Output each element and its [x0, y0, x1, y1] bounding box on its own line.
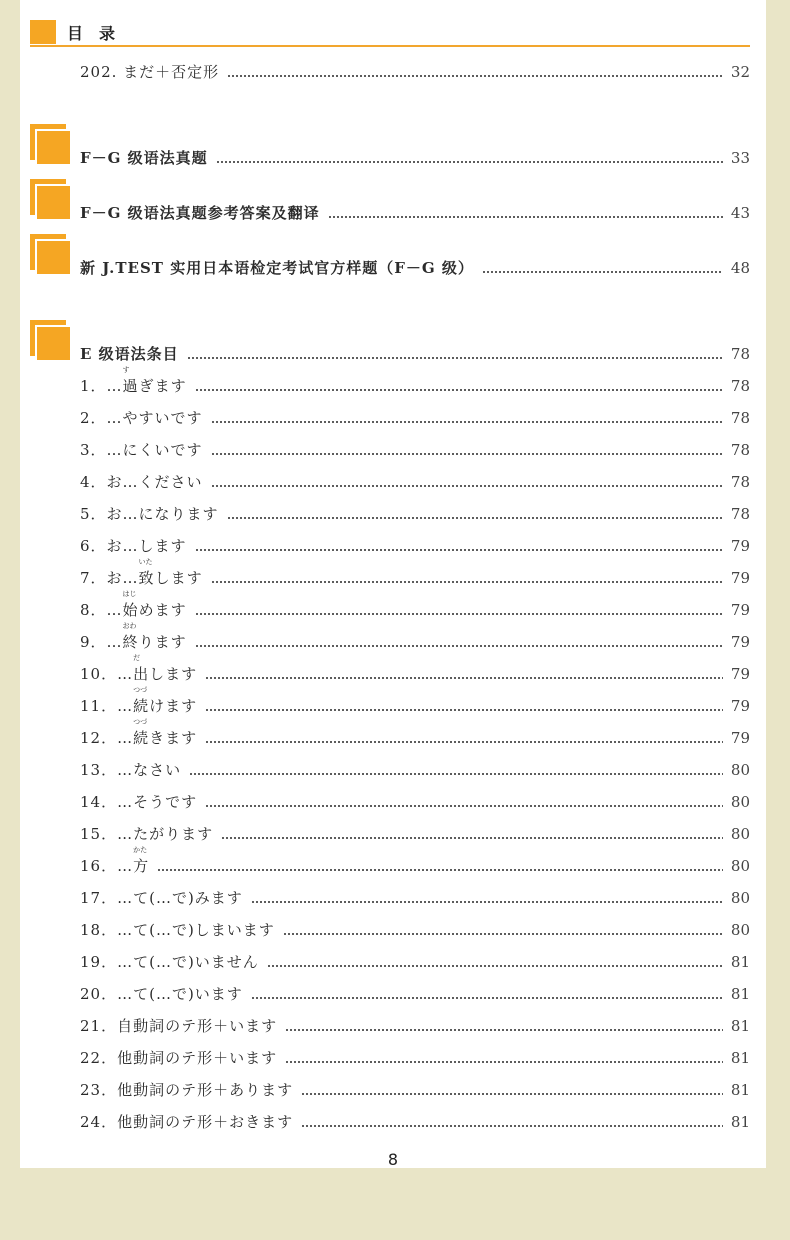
toc-header [30, 18, 750, 47]
section-marker-icon [30, 234, 72, 274]
toc-entry[interactable] [80, 144, 750, 168]
toc-entry-label: F－G 级语法真题 [80, 149, 208, 167]
toc-leader-dots [285, 1061, 723, 1063]
section-marker-icon [30, 124, 72, 164]
toc-entry-label: 12．…続 つづ きます [80, 718, 198, 747]
toc-entry-label: 21．自動詞のテ形＋います [80, 1017, 278, 1035]
furigana-kanji: 始 はじ [122, 590, 139, 619]
toc-entry-label: 10．…出 だ します [80, 654, 198, 683]
furigana-kanji: 終 おわ [122, 622, 139, 651]
toc-entry-page: 81 [730, 1017, 750, 1035]
toc-entry-page: 80 [730, 825, 750, 843]
furigana-kanji: 出 だ [133, 654, 150, 683]
toc-entry[interactable] [80, 1076, 750, 1100]
toc-leader-dots [189, 773, 723, 775]
toc-entry-page: 33 [730, 149, 750, 167]
toc-entry-page: 80 [730, 793, 750, 811]
furigana-reading: す [122, 366, 130, 374]
toc-entry-label: 4．お…ください [80, 473, 203, 491]
toc-leader-dots [205, 709, 723, 711]
toc-entry[interactable] [80, 404, 750, 428]
toc-entry-label: 6．お…します [80, 537, 187, 555]
toc-leader-dots [216, 161, 723, 163]
toc-entry[interactable] [80, 254, 750, 278]
toc-entry[interactable] [80, 622, 750, 652]
document-page [20, 0, 766, 1168]
toc-entry-page: 81 [730, 1049, 750, 1067]
toc-entry[interactable] [80, 948, 750, 972]
toc-leader-dots [195, 389, 723, 391]
furigana-reading: かた [133, 846, 148, 854]
furigana-kanji: 過 す [122, 366, 139, 395]
toc-entry-page: 80 [730, 857, 750, 875]
toc-entry-label: 20．…て(…で)います [80, 985, 243, 1003]
furigana-reading: はじ [122, 590, 137, 598]
toc-entry-label: 5．お…になります [80, 505, 219, 523]
furigana-reading: つづ [133, 718, 148, 726]
toc-title: 目录 [67, 24, 132, 43]
toc-entry-label: 18．…て(…で)しまいます [80, 921, 275, 939]
toc-entry[interactable] [80, 916, 750, 940]
toc-entry-page: 78 [730, 505, 750, 523]
toc-leader-dots [482, 271, 723, 273]
toc-leader-dots [301, 1125, 723, 1127]
toc-leader-dots [251, 997, 723, 999]
toc-entry-page: 79 [730, 601, 750, 619]
furigana-reading: いた [138, 558, 153, 566]
toc-entry-page: 79 [730, 665, 750, 683]
toc-entry-page: 81 [730, 985, 750, 1003]
toc-entry[interactable] [80, 1012, 750, 1036]
toc-entry-label: 11．…続 つづ けます [80, 686, 198, 715]
toc-entry-page: 48 [730, 259, 750, 277]
toc-entry-page: 81 [730, 1081, 750, 1099]
toc-leader-dots [285, 1029, 723, 1031]
toc-leader-dots [211, 453, 723, 455]
toc-entry[interactable] [80, 340, 750, 364]
toc-leader-dots [195, 645, 723, 647]
toc-entry[interactable] [80, 654, 750, 684]
toc-entry-label: 14．…そうです [80, 793, 198, 811]
toc-leader-dots [227, 517, 723, 519]
toc-entry-page: 78 [730, 377, 750, 395]
toc-entry-label: 3．…にくいです [80, 441, 203, 459]
toc-entry-label: 2．…やすいです [80, 409, 203, 427]
toc-entry[interactable] [80, 558, 750, 588]
toc-entry-label: 13．…なさい [80, 761, 182, 779]
toc-entry[interactable] [80, 436, 750, 460]
toc-entry-page: 81 [730, 953, 750, 971]
toc-entry-label: 8．…始 はじ めます [80, 590, 187, 619]
toc-entry-page: 80 [730, 921, 750, 939]
toc-entry-label: 16．…方 かた [80, 846, 150, 875]
toc-leader-dots [267, 965, 723, 967]
toc-leader-dots [211, 485, 723, 487]
toc-entry[interactable] [80, 686, 750, 716]
toc-leader-dots [211, 421, 723, 423]
toc-entry[interactable] [80, 468, 750, 492]
toc-entry-label: 1．…過 す ぎます [80, 366, 187, 395]
toc-entry-page: 79 [730, 537, 750, 555]
toc-entry[interactable] [80, 1108, 750, 1132]
toc-entry-page: 79 [730, 569, 750, 587]
toc-leader-dots [328, 216, 723, 218]
toc-entry-label: 202. まだ＋否定形 [80, 63, 220, 81]
toc-entry-label: 23．他動詞のテ形＋あります [80, 1081, 294, 1099]
toc-leader-dots [187, 357, 723, 359]
toc-entry-page: 81 [730, 1113, 750, 1131]
toc-entry-label: 7．お…致 いた します [80, 558, 203, 587]
toc-entry-page: 80 [730, 761, 750, 779]
furigana-kanji: 致 いた [138, 558, 155, 587]
toc-entry[interactable] [80, 500, 750, 524]
toc-entry-page: 79 [730, 633, 750, 651]
toc-entry[interactable] [80, 199, 750, 223]
toc-entry-label: E 级语法条目 [80, 345, 179, 363]
toc-entry-page: 78 [730, 409, 750, 427]
toc-entry[interactable] [80, 756, 750, 780]
toc-entry-page: 43 [730, 204, 750, 222]
furigana-kanji: 続 つづ [133, 686, 150, 715]
page-number: 8 [387, 1150, 399, 1169]
toc-entry-label: 24．他動詞のテ形＋おきます [80, 1113, 294, 1131]
section-marker-icon [30, 179, 72, 219]
toc-entry-label: 17．…て(…で)みます [80, 889, 243, 907]
toc-leader-dots [205, 677, 723, 679]
toc-entry-page: 32 [730, 63, 750, 81]
toc-entry-label: 19．…て(…で)いません [80, 953, 259, 971]
toc-leader-dots [211, 581, 723, 583]
furigana-reading: おわ [122, 622, 137, 630]
toc-entry[interactable] [80, 980, 750, 1004]
toc-leader-dots [251, 901, 723, 903]
toc-entry-page: 80 [730, 889, 750, 907]
header-square-marker [30, 20, 56, 44]
toc-leader-dots [157, 869, 723, 871]
toc-entry-label: 22．他動詞のテ形＋います [80, 1049, 278, 1067]
toc-leader-dots [195, 549, 723, 551]
toc-entry[interactable] [80, 820, 750, 844]
toc-entry-label: 新 J.TEST 实用日本语检定考试官方样题（F－G 级） [80, 259, 474, 277]
toc-leader-dots [205, 741, 723, 743]
toc-entry[interactable] [80, 58, 750, 82]
toc-leader-dots [301, 1093, 723, 1095]
furigana-reading: だ [133, 654, 141, 662]
toc-entry[interactable] [80, 1044, 750, 1068]
toc-entry-page: 78 [730, 473, 750, 491]
toc-entry[interactable] [80, 590, 750, 620]
toc-entry[interactable] [80, 846, 750, 876]
toc-leader-dots [195, 613, 723, 615]
toc-entry-page: 78 [730, 345, 750, 363]
furigana-kanji: 続 つづ [133, 718, 150, 747]
furigana-kanji: 方 かた [133, 846, 150, 875]
toc-leader-dots [221, 837, 723, 839]
toc-entry[interactable] [80, 366, 750, 396]
toc-entry-page: 78 [730, 441, 750, 459]
toc-entry-label: 9．…終 おわ ります [80, 622, 187, 651]
section-marker-icon [30, 320, 72, 360]
toc-entry-page: 79 [730, 729, 750, 747]
toc-entry-page: 79 [730, 697, 750, 715]
toc-entry[interactable] [80, 532, 750, 556]
furigana-reading: つづ [133, 686, 148, 694]
toc-leader-dots [283, 933, 723, 935]
toc-entry-label: F－G 级语法真题参考答案及翻译 [80, 204, 320, 222]
toc-leader-dots [205, 805, 723, 807]
toc-entry[interactable] [80, 718, 750, 748]
toc-leader-dots [227, 75, 723, 77]
toc-entry[interactable] [80, 884, 750, 908]
toc-entry-label: 15．…たがります [80, 825, 214, 843]
toc-entry[interactable] [80, 788, 750, 812]
